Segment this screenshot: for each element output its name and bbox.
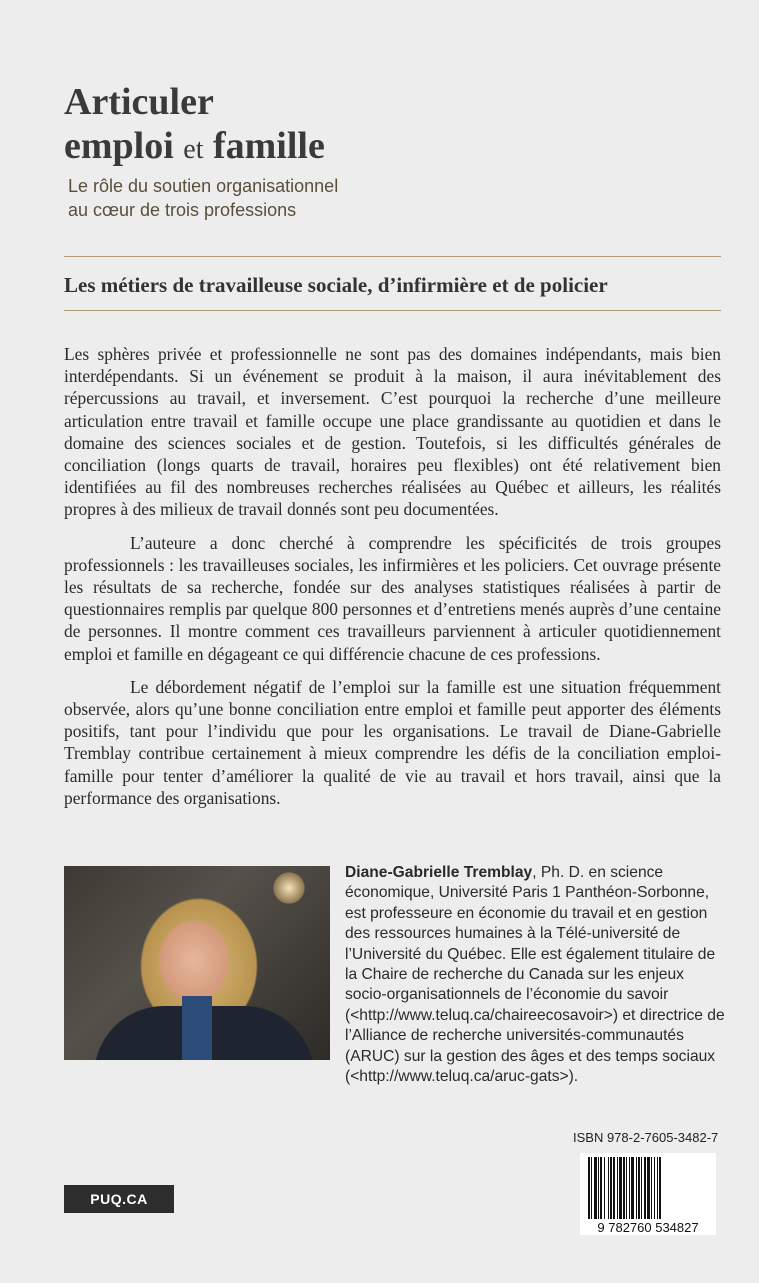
subtitle-line-2: au cœur de trois professions	[68, 200, 297, 220]
publisher-logo: PUQ.CA	[64, 1185, 174, 1213]
barcode-digits: 9 782760 534827	[597, 1220, 699, 1235]
author-photo	[64, 866, 330, 1060]
book-title	[64, 80, 325, 172]
author-bio	[345, 863, 725, 1087]
subtitle-line-1: Le rôle du soutien organisationnel	[68, 176, 339, 196]
isbn: ISBN 978-2-7605-3482-7	[573, 1130, 719, 1145]
title-line-2	[64, 124, 325, 172]
summary-paragraph-1: Les sphères privée et professionnelle ne sont pas des domaines indépendants, mais bien interdépendants. Si un événement se produit à la maison, il aura inévitablement des répercussions au travail, et inversement. C’est pourquoi la recherche d’une meilleure articulation entre travail et famille occupe une place grandissante au quotidien et dans le domaine des sciences sociales et de gestion. Toutefois, si les difficultés générales de conciliation (longs quarts de travail, horaires peu flexibles) ont été relativement bien identifiées au fil des nombreuses recherches réalisées au Québec et ailleurs, les réalités propres à des milieux de travail donnés sont peu documentées.	[64, 344, 721, 520]
author-bio-text: , Ph. D. en science économique, Université Paris 1 Panthéon-Sorbonne, est professeure en économie du travail et en gestion des ressources humaines à la Télé-université de l’Université du Québec. Elle est également titulaire de la Chaire de recherche du Canada sur les enjeux socio-organisationnels de l’économie du savoir (<http://www.teluq.ca/chaireecosavoir>) et directrice de l’Alliance de recherche universités-communautés (ARUC) sur la gestion des âges et des temps sociaux (<http://www.teluq.ca/aruc-gats>).	[345, 864, 725, 1086]
summary-paragraph-2: L’auteure a donc cherché à comprendre les spécificités de trois groupes professionnels : les travailleuses sociales, les infirmières et les policiers. Cet ouvrage présente les résultats de sa recherche, fondée sur des analyses statistiques réalisées à partir de questionnaires remplis par quelque 800 personnes et d’entretiens menés auprès d’une centaine de personnes. Il montre comment ces travailleurs parviennent à articuler quotidiennement emploi et famille en dégageant ce qui différencie chacune de ces professions.	[64, 532, 721, 664]
title-word-emploi: emploi	[64, 125, 174, 167]
book-subtitle	[68, 174, 338, 222]
divider-top	[64, 256, 721, 257]
book-tagline: Les métiers de travailleuse sociale, d’infirmière et de policier	[64, 273, 608, 297]
title-word-famille: famille	[213, 125, 325, 167]
title-word-et: et	[183, 134, 204, 165]
summary-text	[64, 343, 721, 820]
barcode	[580, 1153, 716, 1235]
title-line-1: Articuler	[64, 81, 214, 123]
author-name: Diane-Gabrielle Tremblay	[345, 864, 533, 881]
divider-bottom	[64, 310, 721, 311]
summary-paragraph-3: Le débordement négatif de l’emploi sur la famille est une situation fréquemment observée, alors qu’une bonne conciliation entre emploi et famille peut apporter des éléments positifs, tant pour l’individu que pour les organisations. Le travail de Diane-Gabrielle Tremblay contribue certainement à mieux comprendre les défis de la conciliation emploi-famille pour tenter d’améliorer la qualité de vie au travail et hors travail, ainsi que la performance des organisations.	[64, 676, 721, 808]
